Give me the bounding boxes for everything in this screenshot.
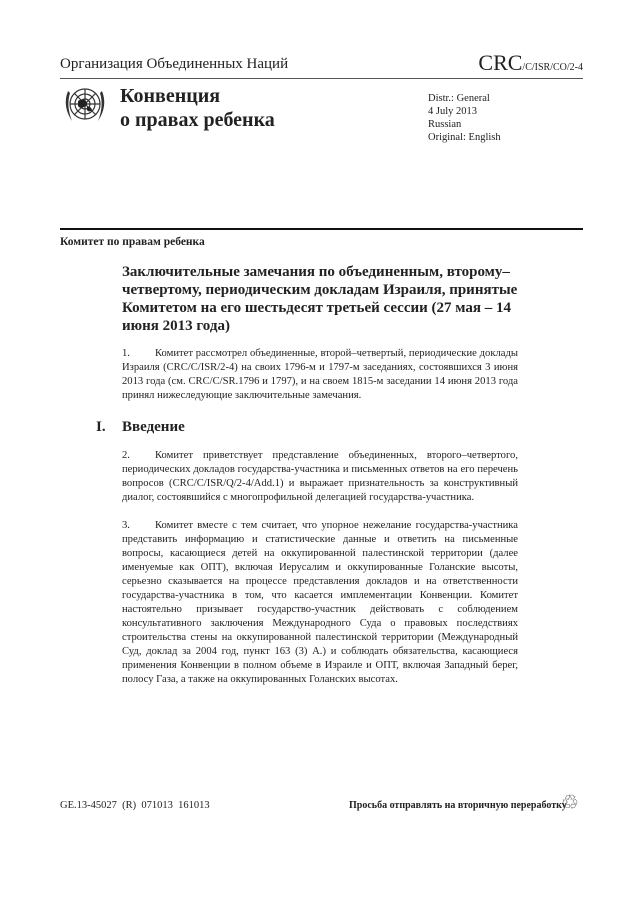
document-symbol [478,50,583,76]
document-date: 4 July 2013 [428,106,478,117]
header-divider [60,78,583,79]
paragraph-number: 3. [122,520,130,531]
paragraph-1 [122,347,518,403]
organization-name: Организация Объединенных Наций [60,56,289,72]
section-number: I. [96,419,106,435]
distribution: Distr.: General [428,93,490,104]
paragraph-2 [122,449,518,505]
paragraph-number: 1. [122,348,130,359]
convention-title-line1: Конвенция [120,85,221,107]
convention-title [120,84,275,132]
job-number: GE.13-45027 (R) 071013 161013 [60,800,210,811]
document-language: Russian [428,119,462,130]
symbol-main: CRC [478,50,523,75]
document-title: Заключительные замечания по объединенным, второму–четвертому, периодическим докладам Израиля, принятые Комитетом на его шестьдесят третьей сессии (27 мая – 14 июня 2013 года) [122,264,518,334]
recycle-icon: ♲ [561,792,579,814]
paragraph-text: Комитет рассмотрел объединенные, второй–четвертый, периодические доклады Израиля (CRC/C/ISR/2-4) на своих 1796-м и 1797-м заседаниях, состоявшихся 3 июня 2013 года (см. CRC/C/SR.1796 и 1797), и на своем 1815-м заседании 14 июня 2013 года принял нижеследующие заключительные замечания. [122,348,518,401]
symbol-sub: /C/ISR/CO/2-4 [522,62,583,73]
committee-name: Комитет по правам ребенка [60,236,205,248]
convention-title-line2: о правах ребенка [120,109,275,131]
paragraph-text: Комитет приветствует представление объединенных, второго–четвертого, периодических докладов государства-участника и письменных ответов на его перечень вопросов (CRC/C/ISR/Q/2-4/Add.1) и выражает признательность за конструктивный диалог, состоявшийся с многопрофильной делегацией государства-участника. [122,450,518,503]
paragraph-number: 2. [122,450,130,461]
original-language: Original: English [428,132,501,143]
un-emblem-icon [60,81,110,129]
paragraph-text: Комитет вместе с тем считает, что упорное нежелание государства-участника представить информацию и статистические данные и ответить на письменные вопросы, касающиеся детей на оккупированной палестинской территории (далее именуемые как ОПТ), включая Иерусалим и оккупированные Голанские высоты, серьезно сказывается на процессе представления докладов и на ответственности государства-участника в том, что касается имплементации Конвенции. Комитет настоятельно призывает государство-участник действовать с соблюдением консультативного заключения Международного Суда о правовых последствиях строительства стены на оккупированной палестинской территории (Международный Суд, доклад за 2004 год, пункт 163 (3) A.) и соблюдать обязательства, касающиеся применения Конвенции в полном объеме в Израиле и ОПТ, включая Западный берег, полосу Газа, а также на оккупированных Голанских высотах. [122,520,518,685]
section-title: Введение [122,419,185,435]
paragraph-3 [122,519,518,687]
section-divider [60,228,583,230]
recycle-note: Просьба отправлять на вторичную переработку [349,800,567,811]
distribution-block [428,92,501,144]
